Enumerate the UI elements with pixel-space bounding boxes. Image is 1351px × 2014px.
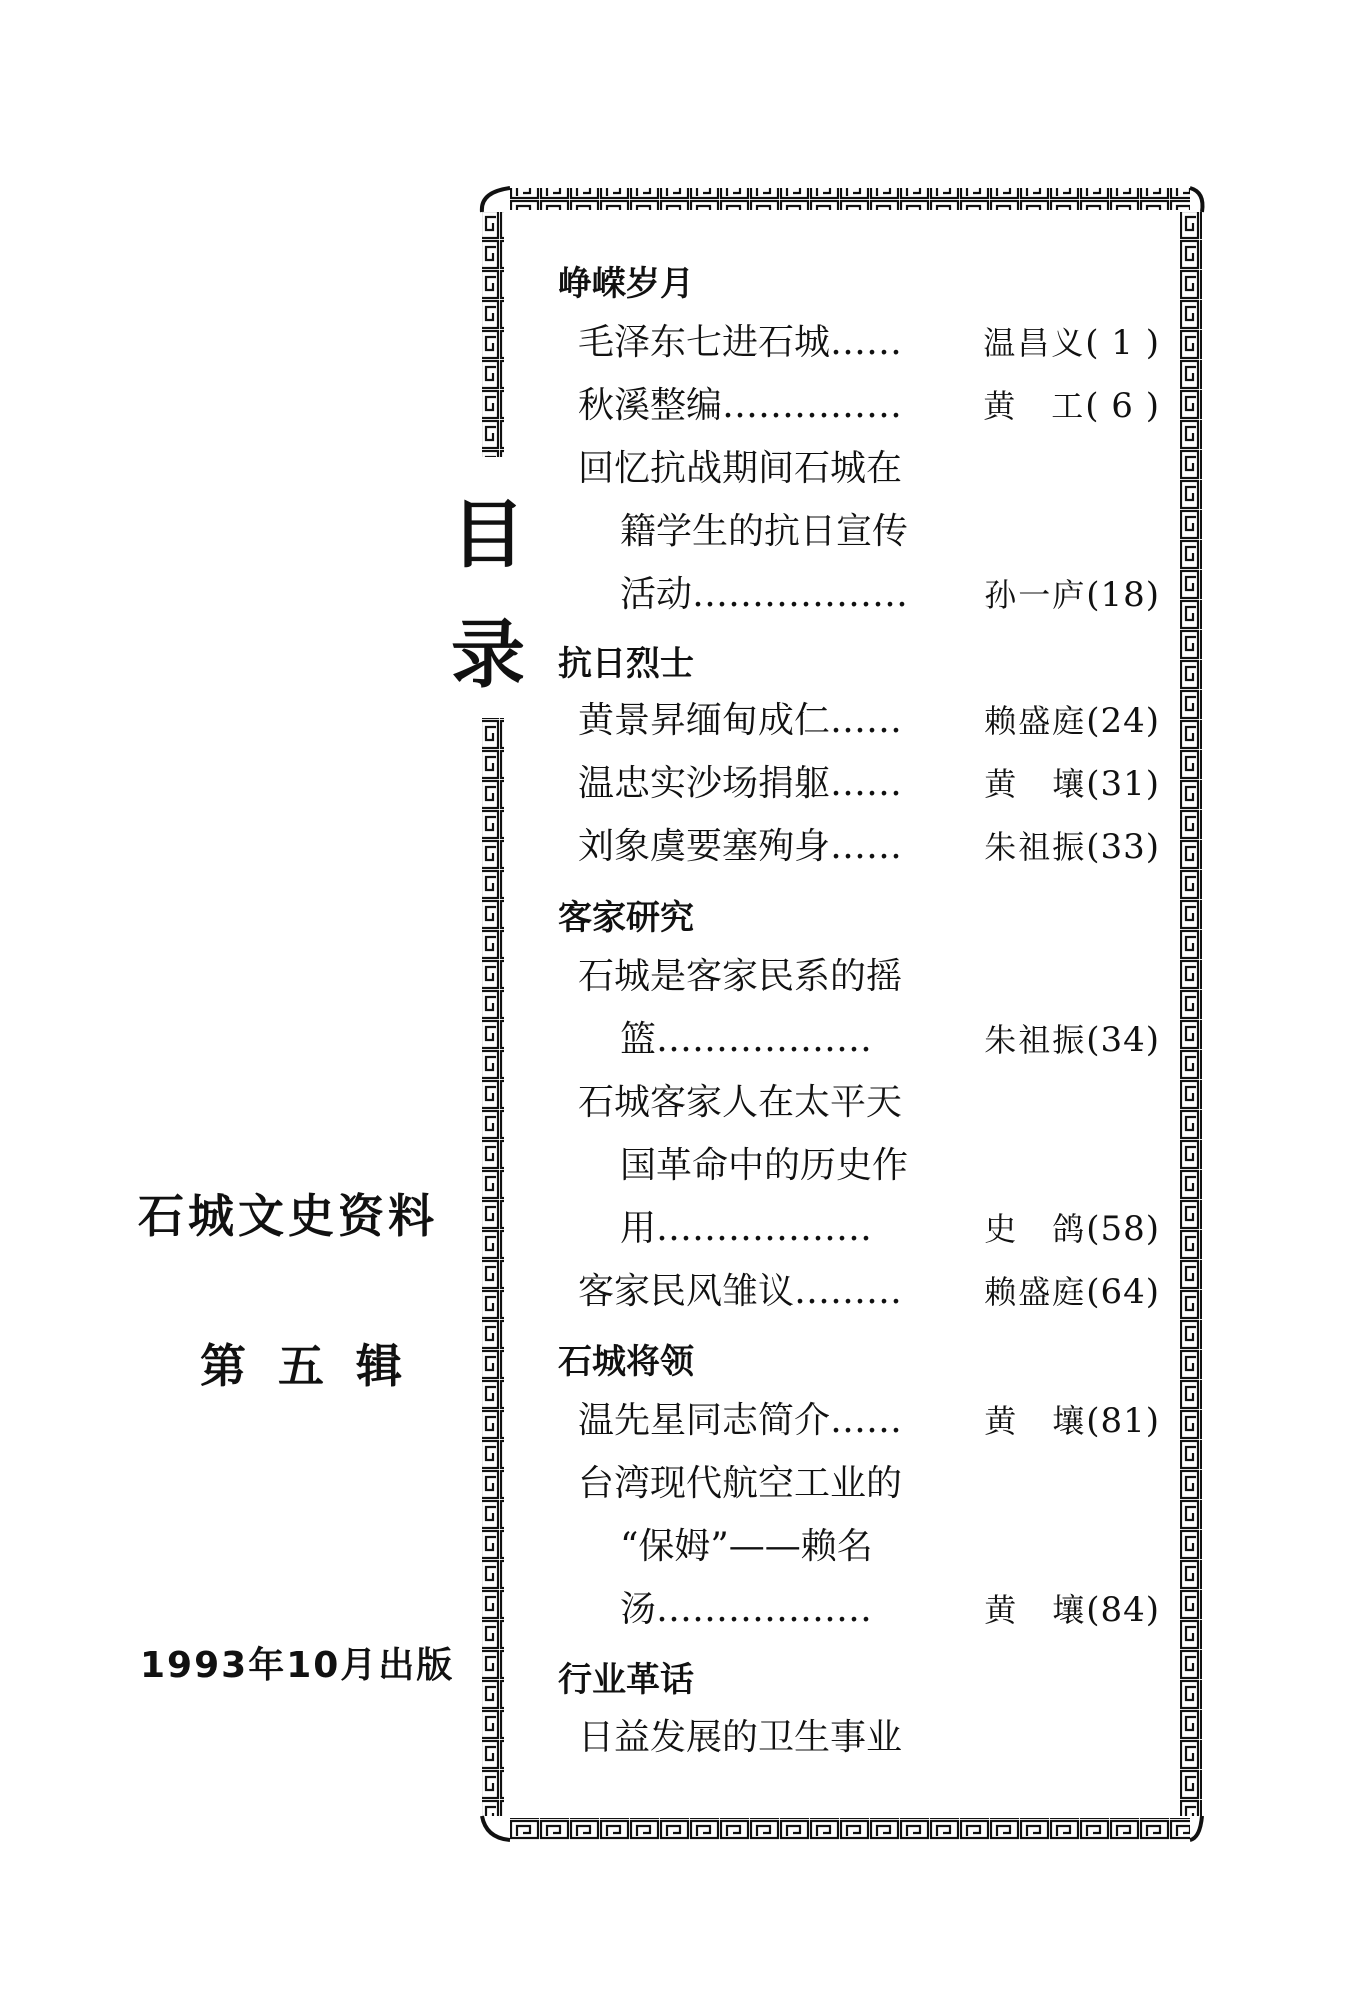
entry-meta: [984, 570, 1160, 620]
entry-title: 秋溪整编……………: [578, 385, 903, 426]
entry-author: 朱祖振: [984, 828, 1087, 866]
toc-entry[interactable]: [578, 318, 1160, 368]
section-title-4: 石城将领: [558, 1342, 694, 1382]
entry-meta: [984, 1585, 1160, 1635]
entry-author: 黄 壤: [984, 1591, 1087, 1629]
toc-entry-line: [620, 507, 1160, 557]
entry-meta: [984, 759, 1160, 809]
entry-title: 台湾现代航空工业的: [578, 1463, 903, 1504]
entry-title-cont: 用………………: [620, 1208, 873, 1249]
toc-entry[interactable]: [578, 1267, 1160, 1317]
toc-entry[interactable]: [578, 759, 1160, 809]
entry-author: 温昌义: [983, 324, 1086, 362]
toc-entry-line[interactable]: [578, 444, 1160, 494]
entry-page: (31): [1086, 764, 1160, 804]
toc-entry-line[interactable]: [620, 570, 1160, 620]
toc-entry-line: [620, 1522, 1160, 1572]
entry-title: 石城是客家民系的摇: [578, 956, 903, 997]
entry-page: (84): [1086, 1590, 1160, 1630]
entry-author: 黄 壤: [984, 765, 1087, 803]
entry-title: 客家民风雏议………: [578, 1271, 903, 1312]
entry-meta: [984, 822, 1160, 872]
entry-author: 黄 工: [983, 387, 1086, 425]
toc-entry[interactable]: [578, 696, 1160, 746]
entry-page: (81): [1086, 1401, 1160, 1441]
entry-title: 石城客家人在太平天: [578, 1082, 903, 1123]
section-title-3: 客家研究: [558, 898, 694, 938]
entry-title: 温先星同志简介……: [578, 1400, 903, 1441]
entry-title: 回忆抗战期间石城在: [578, 448, 903, 489]
entry-meta: [983, 381, 1160, 431]
toc-entry[interactable]: [578, 822, 1160, 872]
entry-title-cont: 汤………………: [620, 1589, 873, 1630]
toc-entry-line[interactable]: [578, 1459, 1160, 1509]
entry-page: (58): [1086, 1209, 1160, 1249]
entry-page: ( 1 ): [1085, 323, 1160, 363]
toc-entry-line[interactable]: [620, 1204, 1160, 1254]
toc-entry[interactable]: [578, 381, 1160, 431]
entry-title: 温忠实沙场捐躯……: [578, 763, 903, 804]
section-title-1: 峥嵘岁月: [558, 264, 694, 304]
entry-page: (24): [1086, 701, 1160, 741]
toc-entry-line: [620, 1141, 1160, 1191]
issue-number: 第五辑: [200, 1339, 434, 1393]
entry-title-cont: 籍学生的抗日宣传: [620, 511, 909, 552]
section-title-5: 行业革话: [558, 1660, 694, 1700]
entry-meta: [984, 696, 1160, 746]
entry-page: ( 6 ): [1085, 386, 1160, 426]
entry-title: 刘象虞要塞殉身……: [578, 826, 903, 867]
toc-entry-line[interactable]: [620, 1015, 1160, 1065]
publication-title: 石城文史资料: [138, 1189, 438, 1243]
entry-author: 赖盛庭: [984, 1273, 1087, 1311]
toc-entry[interactable]: [578, 1713, 1160, 1763]
toc-entry-line[interactable]: [620, 1585, 1160, 1635]
entry-page: (64): [1086, 1272, 1160, 1312]
entry-page: (33): [1086, 827, 1160, 867]
entry-author: 赖盛庭: [984, 702, 1087, 740]
entry-author: 黄 壤: [984, 1402, 1087, 1440]
toc-entry-line[interactable]: [578, 952, 1160, 1002]
toc-entry[interactable]: [578, 1396, 1160, 1446]
section-title-2: 抗日烈士: [558, 644, 694, 684]
entry-author: 孙一庐: [984, 576, 1087, 614]
entry-title: 毛泽东七进石城……: [578, 322, 903, 363]
toc-heading-char-2: 录: [451, 612, 525, 698]
entry-meta: [984, 1267, 1160, 1317]
toc-entry-line[interactable]: [578, 1078, 1160, 1128]
entry-page: (34): [1086, 1020, 1160, 1060]
entry-title-cont: 篮………………: [620, 1019, 873, 1060]
entry-author: 史 鸽: [984, 1210, 1087, 1248]
entry-title: 日益发展的卫生事业: [578, 1717, 903, 1758]
toc-heading-char-1: 目: [451, 492, 525, 578]
entry-title-cont: “保姆”——赖名: [620, 1526, 873, 1567]
entry-meta: [984, 1015, 1160, 1065]
entry-page: (18): [1086, 575, 1160, 615]
entry-meta: [984, 1204, 1160, 1254]
entry-title-cont: 活动………………: [620, 574, 909, 615]
entry-title-cont: 国革命中的历史作: [620, 1145, 909, 1186]
entry-meta: [984, 1396, 1160, 1446]
publication-date: 1993年10月出版: [140, 1645, 455, 1686]
entry-meta: [983, 318, 1160, 368]
entry-title: 黄景昇缅甸成仁……: [578, 700, 903, 741]
entry-author: 朱祖振: [984, 1021, 1087, 1059]
